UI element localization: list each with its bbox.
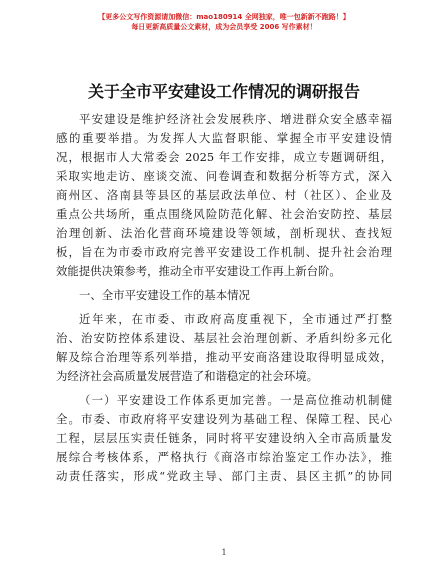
paragraph-line: 全。市委、市政府将平安建设列为基础工程、保障工程、民心 [56,412,392,426]
paragraph-line: 采取实地走访、座谈交流、问卷调查和数据分析等方式，深入 [56,169,392,183]
promo-banner-line-2: 每日更新高质量公文素材，成为会员享受 2006 写作素材！ [131,23,317,31]
paragraph-line: 解及综合治理等系列举措，推动平安商洛建设取得明显成效， [56,350,392,364]
subsection-1-paragraph [56,391,392,486]
paragraph-line: 治理创新、法治化营商环境建设等领域，剖析现状、查找短 [56,226,392,240]
paragraph-line: 商州区、洛南县等县区的基层政法单位、村（社区）、企业及 [56,188,392,202]
paragraph-line: 动责任落实，形成“党政主导、部门主责、县区主抓”的协同 [56,469,392,483]
paragraph-line: （一）平安建设工作体系更加完善。一是高位推动机制健 [79,393,392,407]
section-heading: 一、全市平安建设工作的基本情况 [79,288,250,302]
intro-paragraph [56,110,392,281]
paragraph-line: 平安建设是维护经济社会发展秩序、增进群众安全感幸福 [79,112,392,126]
document-title: 关于全市平安建设工作情况的调研报告 [87,82,360,101]
paragraph-line: 展综合考核体系，严格执行《商洛市综治鉴定工作办法》，推 [56,450,392,464]
promo-banner [0,12,448,32]
document-body [56,110,392,486]
paragraph-line: 效能提供决策参考，推动全市平安建设工作再上新台阶。 [56,264,341,278]
paragraph-line: 治、治安防控体系建设、基层社会治理创新、矛盾纠纷多元化 [56,331,392,345]
paragraph-line: 近年来，在市委、市政府高度重视下，全市通过严打整 [79,312,392,326]
page-number: 1 [221,548,227,557]
paragraph-line: 为经济社会高质量发展营造了和谐稳定的社会环境。 [56,369,318,383]
section-1-paragraph [56,310,392,386]
paragraph-line: 况，根据市人大常委会 2025 年工作安排，成立专题调研组， [56,150,392,164]
paragraph-line: 板，旨在为市委市政府完善平安建设工作机制、提升社会治理 [56,245,392,259]
promo-banner-line-1: 【更多公文写作资源请加微信：mao180914 全网独家，唯一包新新不跑路！】 [98,13,350,21]
paragraph-line: 重点公共场所，重点围绕风险防范化解、社会治安防控、基层 [56,207,392,221]
paragraph-line: 感的重要举措。为发挥人大监督职能、掌握全市平安建设情 [56,131,392,145]
paragraph-line: 工程，层层压实责任链条，同时将平安建设纳入全市高质量发 [56,431,392,445]
